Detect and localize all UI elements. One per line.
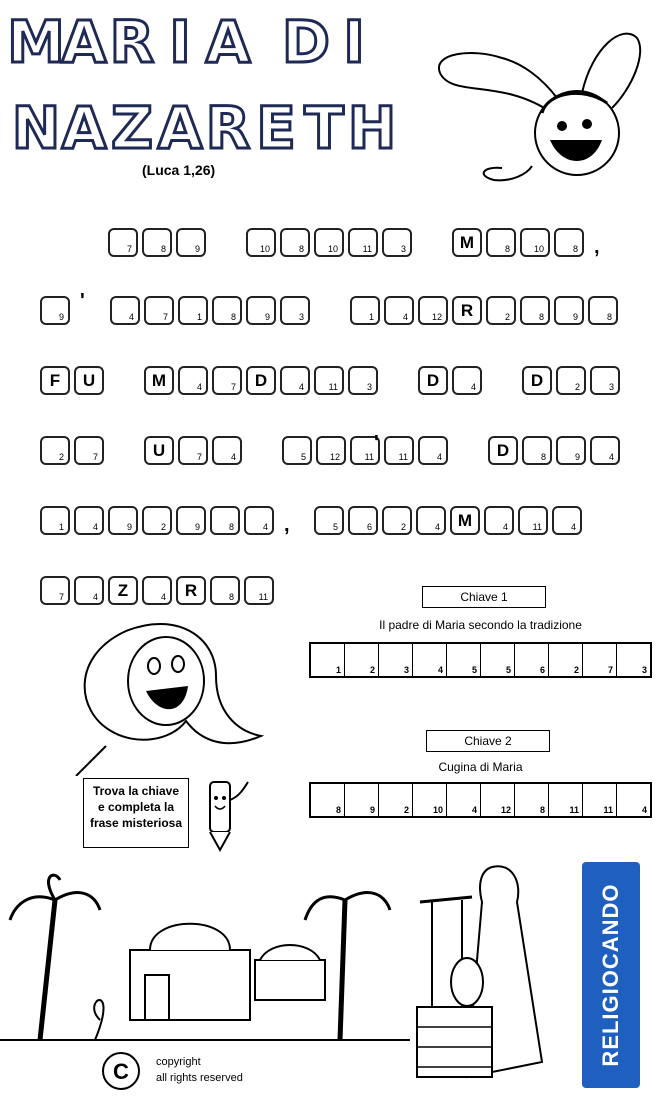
key-cell[interactable] [617, 784, 650, 816]
key-cell-number: 11 [603, 805, 613, 815]
title-letter: H [347, 94, 397, 162]
given-letter: M [457, 511, 473, 530]
given-letter: D [530, 371, 544, 390]
cell-number: 4 [608, 452, 614, 462]
cell-number: 12 [329, 452, 340, 462]
key-cell-number: 6 [539, 665, 545, 675]
title-letter [254, 12, 280, 72]
key-cell-number: 3 [403, 665, 409, 675]
puzzle-cell[interactable] [590, 366, 620, 395]
given-letter: U [152, 441, 166, 460]
puzzle-cell[interactable] [348, 228, 378, 257]
given-letter: M [459, 233, 475, 252]
punctuation-mark: , [284, 514, 290, 536]
title-line-2 [11, 94, 397, 162]
key-cell-number: 5 [471, 665, 477, 675]
cell-number: 11 [258, 592, 268, 602]
puzzle-cell[interactable] [350, 296, 380, 325]
key-cell[interactable] [583, 784, 617, 816]
title-letter: A [157, 94, 203, 162]
puzzle-cell[interactable] [212, 296, 242, 325]
puzzle-cell[interactable] [382, 228, 412, 257]
title-letter: E [256, 94, 296, 162]
cell-number: 4 [92, 592, 98, 602]
key-cell-number: 2 [403, 805, 409, 815]
puzzle-cell[interactable] [142, 228, 172, 257]
cell-number: 7 [162, 312, 168, 322]
mary-face-illustration [66, 616, 266, 776]
subtitle-reference: (Luca 1,26) [142, 162, 216, 178]
puzzle-cell[interactable] [212, 436, 242, 465]
cell-number: 3 [400, 244, 406, 254]
key-cell-number: 9 [369, 805, 375, 815]
cell-number: 2 [160, 522, 166, 532]
cell-number: 7 [58, 592, 64, 602]
cell-number: 4 [160, 592, 166, 602]
key-cell[interactable] [515, 784, 549, 816]
instruction-line-3: frase misteriosa [89, 816, 183, 830]
puzzle-cell[interactable] [518, 506, 548, 535]
puzzle-cell[interactable] [556, 366, 586, 395]
puzzle-cell[interactable] [210, 576, 240, 605]
key-cell[interactable] [311, 644, 345, 676]
key-cell-number: 8 [335, 805, 341, 815]
puzzle-cell[interactable] [142, 576, 172, 605]
puzzle-cell[interactable] [40, 296, 70, 325]
puzzle-cell[interactable] [108, 506, 138, 535]
puzzle-cell[interactable] [74, 576, 104, 605]
puzzle-cell[interactable] [452, 228, 482, 257]
puzzle-cell[interactable] [452, 366, 482, 395]
key-cell[interactable] [311, 784, 345, 816]
cell-number: 5 [332, 522, 338, 532]
given-letter: D [426, 371, 440, 390]
cell-number: 3 [608, 382, 614, 392]
puzzle-cell[interactable] [178, 436, 208, 465]
key-title: Chiave 2 [426, 730, 550, 752]
puzzle-cell[interactable] [280, 366, 310, 395]
key-cell-number: 1 [335, 665, 341, 675]
cell-number: 8 [228, 592, 234, 602]
puzzle-cell[interactable] [348, 366, 378, 395]
woman-at-well-illustration [412, 862, 572, 1092]
key-cell[interactable] [549, 784, 583, 816]
cell-number: 11 [532, 522, 542, 532]
title-letter: I [343, 8, 365, 76]
given-letter: D [496, 441, 510, 460]
village-landscape-illustration [0, 860, 410, 1050]
instruction-line-2: e completa la [97, 800, 175, 814]
puzzle-cell[interactable] [40, 576, 70, 605]
angel-illustration [432, 18, 647, 188]
puzzle-cell[interactable] [244, 576, 274, 605]
puzzle-cell[interactable] [556, 436, 586, 465]
key-grid [309, 782, 652, 818]
key-description: Cugina di Maria [438, 760, 523, 774]
cell-number: 7 [230, 382, 236, 392]
puzzle-cell[interactable] [348, 506, 378, 535]
puzzle-cell[interactable] [452, 296, 482, 325]
cell-number: 2 [504, 312, 510, 322]
cell-number: 7 [126, 244, 132, 254]
copyright-line-1: copyright [156, 1056, 201, 1068]
puzzle-cell[interactable] [520, 228, 550, 257]
puzzle-cell[interactable] [108, 228, 138, 257]
cell-number: 2 [58, 452, 64, 462]
cell-number: 9 [572, 312, 578, 322]
puzzle-cell[interactable] [246, 296, 276, 325]
cell-number: 3 [298, 312, 304, 322]
cell-number: 9 [574, 452, 580, 462]
puzzle-cell[interactable] [144, 436, 174, 465]
puzzle-cell[interactable] [486, 228, 516, 257]
cell-number: 8 [230, 312, 236, 322]
key-cell[interactable] [549, 644, 583, 676]
title-line-1 [7, 8, 376, 76]
puzzle-cell[interactable] [74, 506, 104, 535]
cell-number: 2 [574, 382, 580, 392]
puzzle-cell[interactable] [520, 296, 550, 325]
cell-number: 4 [262, 522, 268, 532]
puzzle-cell[interactable] [522, 436, 552, 465]
copyright-text [156, 1054, 243, 1086]
key-cell[interactable] [345, 784, 379, 816]
puzzle-cell[interactable] [108, 576, 138, 605]
title-letter: R [205, 94, 251, 162]
key-cell-number: 8 [539, 805, 545, 815]
puzzle-cell[interactable] [314, 366, 344, 395]
given-letter: D [254, 371, 268, 390]
punctuation-mark: , [594, 236, 600, 258]
key-cell-number: 4 [641, 805, 647, 815]
pencil-mascot-illustration [196, 770, 258, 856]
cell-number: 7 [196, 452, 202, 462]
puzzle-cell[interactable] [522, 366, 552, 395]
puzzle-cell[interactable] [280, 296, 310, 325]
cell-number: 1 [196, 312, 202, 322]
key-cell-number: 4 [437, 665, 443, 675]
key-cell[interactable] [583, 644, 617, 676]
copyright-line-2: all rights reserved [156, 1072, 243, 1084]
puzzle-cell[interactable] [40, 436, 70, 465]
key-cell[interactable] [447, 784, 481, 816]
title-letter: R [109, 8, 155, 76]
key-title: Chiave 1 [422, 586, 546, 608]
given-letter: Z [117, 581, 129, 600]
cell-number: 8 [228, 522, 234, 532]
cell-number: 11 [328, 382, 338, 392]
cell-number: 10 [259, 244, 270, 254]
puzzle-cell[interactable] [74, 366, 104, 395]
puzzle-cell[interactable] [588, 296, 618, 325]
given-letter: F [49, 371, 61, 390]
key-cell-number: 5 [505, 665, 511, 675]
title-letter: T [304, 94, 344, 162]
puzzle-cell[interactable] [450, 506, 480, 535]
key-cell[interactable] [379, 644, 413, 676]
key-cell[interactable] [481, 644, 515, 676]
puzzle-cell[interactable] [486, 296, 516, 325]
key-cell[interactable] [413, 784, 447, 816]
cell-number: 4 [502, 522, 508, 532]
puzzle-cell[interactable] [282, 436, 312, 465]
puzzle-cell[interactable] [314, 506, 344, 535]
cell-number: 9 [58, 312, 64, 322]
title-letter: A [205, 8, 251, 76]
apostrophe: ' [374, 432, 379, 454]
puzzle-cell[interactable] [484, 506, 514, 535]
cell-number: 4 [434, 522, 440, 532]
cell-number: 4 [298, 382, 304, 392]
cell-number: 4 [436, 452, 442, 462]
title-letter: D [281, 8, 331, 76]
cell-number: 4 [92, 522, 98, 532]
key-description: Il padre di Maria secondo la tradizione [379, 618, 582, 632]
instruction-box [83, 778, 189, 848]
cell-number: 8 [606, 312, 612, 322]
key-cell[interactable] [379, 784, 413, 816]
cell-number: 8 [538, 312, 544, 322]
puzzle-cell[interactable] [416, 506, 446, 535]
title-letter: A [61, 94, 107, 162]
puzzle-cell[interactable] [144, 366, 174, 395]
cell-number: 4 [128, 312, 134, 322]
instruction-line-1: Trova la chiave [92, 784, 180, 798]
cell-number: 4 [402, 312, 408, 322]
cell-number: 4 [196, 382, 202, 392]
cell-number: 5 [300, 452, 306, 462]
cell-number: 1 [58, 522, 64, 532]
given-letter: U [82, 371, 96, 390]
cell-number: 8 [540, 452, 546, 462]
puzzle-cell[interactable] [418, 296, 448, 325]
key-cell-number: 4 [471, 805, 477, 815]
key-cell-number: 10 [432, 805, 443, 815]
cell-number: 7 [92, 452, 98, 462]
puzzle-cell[interactable] [418, 366, 448, 395]
puzzle-cell[interactable] [144, 296, 174, 325]
key-cell-number: 7 [607, 665, 613, 675]
cell-number: 11 [398, 452, 408, 462]
puzzle-cell[interactable] [212, 366, 242, 395]
cell-number: 12 [431, 312, 442, 322]
puzzle-cell[interactable] [40, 506, 70, 535]
puzzle-cell[interactable] [176, 576, 206, 605]
cell-number: 10 [533, 244, 544, 254]
puzzle-cell[interactable] [244, 506, 274, 535]
puzzle-cell[interactable] [176, 228, 206, 257]
cell-number: 2 [400, 522, 406, 532]
cell-number: 4 [570, 522, 576, 532]
cell-number: 6 [366, 522, 372, 532]
puzzle-cell[interactable] [176, 506, 206, 535]
key-cell-number: 2 [573, 665, 579, 675]
key-cell-number: 12 [500, 805, 511, 815]
key-cell-number: 11 [569, 805, 579, 815]
puzzle-cell[interactable] [110, 296, 140, 325]
puzzle-cell[interactable] [316, 436, 346, 465]
puzzle-cell[interactable] [246, 366, 276, 395]
religiocando-logo [582, 862, 640, 1088]
key-cell[interactable] [345, 644, 379, 676]
cell-number: 9 [126, 522, 132, 532]
puzzle-cell[interactable] [40, 366, 70, 395]
puzzle-cell[interactable] [314, 228, 344, 257]
given-letter: M [151, 371, 167, 390]
cell-number: 8 [298, 244, 304, 254]
puzzle-cell[interactable] [554, 296, 584, 325]
key-cell-number: 3 [641, 665, 647, 675]
key-grid [309, 642, 652, 678]
cell-number: 11 [364, 452, 374, 462]
cell-number: 9 [194, 244, 200, 254]
key-cell[interactable] [617, 644, 650, 676]
puzzle-cell[interactable] [554, 228, 584, 257]
puzzle-cell[interactable] [384, 296, 414, 325]
cell-number: 10 [327, 244, 338, 254]
puzzle-cell[interactable] [382, 506, 412, 535]
puzzle-cell[interactable] [384, 436, 414, 465]
cell-number: 3 [366, 382, 372, 392]
cell-number: 8 [572, 244, 578, 254]
key-cell-number: 2 [369, 665, 375, 675]
punctuation-mark: ' [80, 290, 85, 312]
cell-number: 4 [470, 382, 476, 392]
cell-number: 9 [264, 312, 270, 322]
title-letter: Z [110, 94, 154, 162]
cell-number: 8 [160, 244, 166, 254]
cell-number: 4 [230, 452, 236, 462]
puzzle-cell[interactable] [418, 436, 448, 465]
puzzle-cell[interactable] [178, 366, 208, 395]
puzzle-cell[interactable] [488, 436, 518, 465]
title-letter: I [169, 8, 191, 76]
key-cell[interactable] [447, 644, 481, 676]
puzzle-cell[interactable] [280, 228, 310, 257]
cell-number: 9 [194, 522, 200, 532]
puzzle-cell[interactable] [210, 506, 240, 535]
cell-number: 8 [504, 244, 510, 254]
puzzle-cell[interactable] [178, 296, 208, 325]
key-cell[interactable] [413, 644, 447, 676]
given-letter: R [184, 581, 198, 600]
puzzle-cell[interactable] [552, 506, 582, 535]
puzzle-cell[interactable] [590, 436, 620, 465]
svg-text:C: C [113, 1059, 129, 1084]
copyright-symbol [100, 1050, 142, 1092]
brand-name: RELIGIOCANDO [598, 883, 623, 1067]
title-letter: N [11, 94, 61, 162]
puzzle-cell[interactable] [74, 436, 104, 465]
cell-number: 1 [368, 312, 374, 322]
cell-number: 11 [362, 244, 372, 254]
key-cell[interactable] [515, 644, 549, 676]
puzzle-cell[interactable] [142, 506, 172, 535]
title-letter: M [7, 8, 65, 76]
given-letter: R [460, 301, 474, 320]
title-letter: A [61, 8, 107, 76]
key-cell[interactable] [481, 784, 515, 816]
puzzle-cell[interactable] [246, 228, 276, 257]
